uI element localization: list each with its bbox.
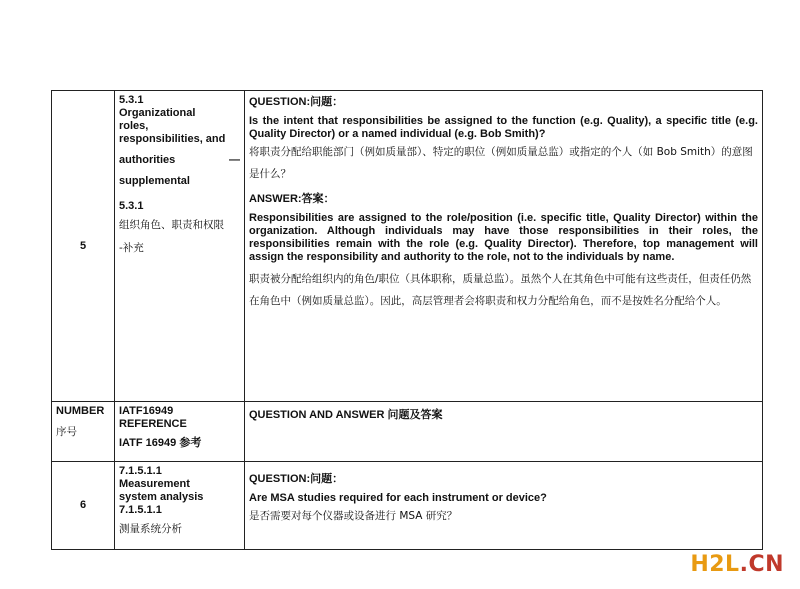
number-header: [52, 402, 115, 462]
ref-title-zh: 测量系统分析: [119, 523, 182, 535]
number-header-en: NUMBER: [56, 405, 105, 417]
reference-header: [115, 402, 245, 462]
ref-title-line: Organizational: [119, 107, 196, 119]
ref-title-line: responsibilities, and: [119, 133, 226, 145]
answer-label: ANSWER:答案：: [249, 193, 335, 205]
table-header-row: [52, 402, 763, 462]
reference-header-en: IATF16949: [119, 405, 174, 417]
ref-title-line: [119, 154, 240, 167]
row-number: 5: [52, 91, 115, 402]
qa-cell: [245, 462, 763, 550]
ref-clause-zh: 5.3.1: [119, 200, 144, 212]
question-en: Is the intent that responsibilities be assigned to the function (e.g. Quality), a specific title (e.g. Quality Director) or a named individual (e.g. Bob Smith)?: [249, 115, 758, 140]
faq-table: [51, 90, 763, 550]
ref-title-line: supplemental: [119, 175, 190, 187]
watermark-part: .: [739, 552, 749, 577]
qa-header-text: QUESTION AND ANSWER 问题及答案: [249, 409, 443, 421]
table-row: [52, 462, 763, 550]
reference-header-en: REFERENCE: [119, 418, 187, 430]
row-number: 6: [52, 462, 115, 550]
question-label: QUESTION:问题：: [249, 96, 344, 108]
site-watermark-logo: [690, 552, 784, 577]
watermark-part: H2L: [690, 552, 740, 577]
ref-title-zh: 组织角色、职责和权限: [119, 219, 224, 231]
number-header-cn: 序号: [56, 426, 77, 438]
qa-header: [245, 402, 763, 462]
question-label: QUESTION:问题：: [249, 473, 344, 485]
question-cn: 将职责分配给职能部门（例如质量部）、特定的职位（例如质量总监）或指定的个人（如 Bob Smith）的意图是什么？: [249, 146, 753, 180]
question-en: Are MSA studies required for each instrument or device?: [249, 492, 547, 504]
ref-title-line: system analysis: [119, 491, 204, 503]
ref-title-line: roles,: [119, 120, 149, 132]
reference-cell: [115, 91, 245, 402]
reference-header-cn: IATF 16949 参考: [119, 437, 202, 449]
question-cn: 是否需要对每个仪器或设备进行 MSA 研究？: [249, 510, 458, 522]
answer-en: Responsibilities are assigned to the role/position (i.e. specific title, Quality Director) within the organization. Although individuals may have those responsibilities in their roles, the responsibilities remain with the role (e.g. Quality Director). Therefore, top management will assign the responsibility and authority to the role, not to the individuals by name.: [249, 212, 758, 263]
watermark-part: CN: [748, 552, 784, 577]
answer-cn: 职责被分配给组织内的角色/职位（具体职称，质量总监）。虽然个人在其角色中可能有这些责任，但责任仍然在角色中（例如质量总监）。因此，高层管理者会将职责和权力分配给角色，而不是按姓名分配给个人。: [249, 273, 752, 307]
ref-clause: 7.1.5.1.1: [119, 504, 162, 516]
reference-cell: [115, 462, 245, 550]
qa-cell: [245, 91, 763, 402]
ref-title-line: Measurement: [119, 478, 190, 490]
ref-clause: 5.3.1: [119, 94, 144, 106]
table-row: [52, 91, 763, 402]
ref-clause: 7.1.5.1.1: [119, 465, 162, 477]
ref-dash: —: [229, 154, 240, 166]
ref-title-zh: -补充: [119, 242, 144, 254]
ref-title-word: authorities: [119, 154, 176, 166]
